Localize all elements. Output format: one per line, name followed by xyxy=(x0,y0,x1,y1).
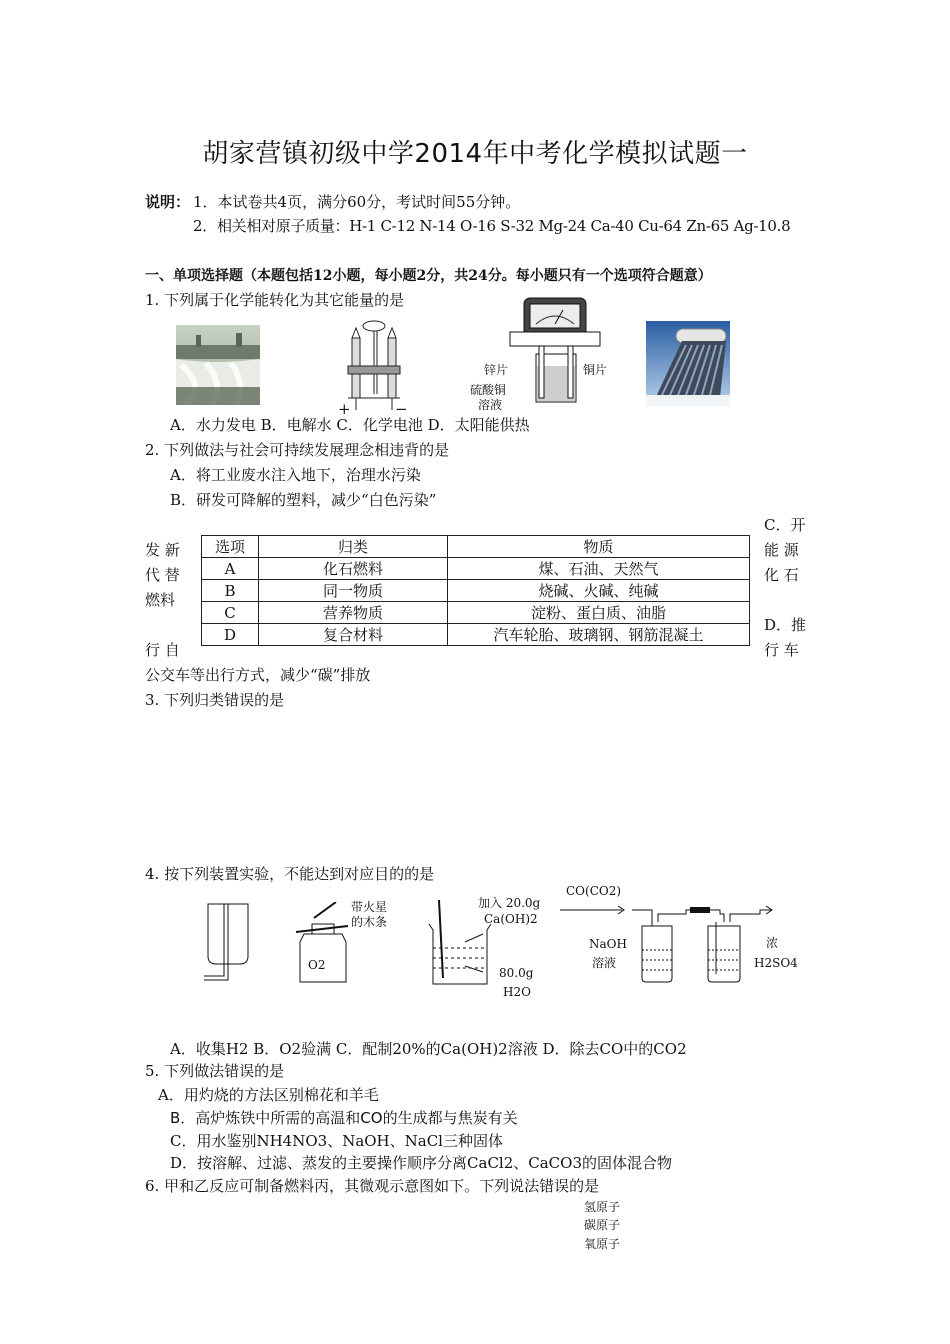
label-acid-2: H2SO4 xyxy=(754,956,798,970)
label-spark-1: 带火星 xyxy=(351,900,388,914)
q5-stem: 5. 下列做法错误的是 xyxy=(145,1062,285,1080)
solar-heater-image xyxy=(646,321,730,406)
table-cell: D xyxy=(202,624,259,646)
q2-option-c-part-3: 化 石 xyxy=(764,566,799,584)
q1-stem: 1. 下列属于化学能转化为其它能量的是 xyxy=(145,291,405,309)
q2-option-c-part-1: C．开 xyxy=(764,516,806,534)
hydro-dam-image xyxy=(176,325,260,405)
label-water-2: H2O xyxy=(503,985,531,999)
label-add-1: 加入 20.0g xyxy=(478,896,541,910)
q2-option-b: B．研发可降解的塑料，减少“白色污染” xyxy=(170,491,437,509)
section-heading: 一、单项选择题（本题包括12小题，每小题2分，共24分。每小题只有一个选项符合题意） xyxy=(145,268,712,284)
q2-option-a: A．将工业废水注入地下，治理水污染 xyxy=(170,466,421,484)
page-title: 胡家营镇初级中学2014年中考化学模拟试题一 xyxy=(202,139,748,169)
notes-line-1: 1．本试卷共4页，满分60分，考试时间55分钟。 xyxy=(193,193,521,211)
table-row xyxy=(202,558,750,580)
table-cell: 同一物质 xyxy=(259,580,448,602)
q6-stem: 6. 甲和乙反应可制备燃料丙，其微观示意图如下。下列说法错误的是 xyxy=(145,1177,600,1195)
apparatus-b-o2-bottle xyxy=(294,902,354,987)
q1-options: A．水力发电 B．电解水 C．化学电池 D．太阳能供热 xyxy=(170,416,530,434)
electrolysis-minus: − xyxy=(395,400,408,418)
table-cell: 煤、石油、天然气 xyxy=(448,558,750,580)
table-cell: 复合材料 xyxy=(259,624,448,646)
q2-left-fragment-3: 燃料 xyxy=(145,591,176,609)
label-co: CO(CO2) xyxy=(566,884,622,898)
battery-solution-label-1: 硫酸铜 xyxy=(470,383,507,397)
q5-option-d: D．按溶解、过滤、蒸发的主要操作顺序分离CaCl2、CaCO3的固体混合物 xyxy=(170,1154,673,1172)
table-row xyxy=(202,580,750,602)
q4-options: A．收集H2 B．O2验满 C．配制20%的Ca(OH)2溶液 D．除去CO中的CO2 xyxy=(170,1040,687,1058)
table-header-row xyxy=(202,536,750,558)
q2-option-d-part-1: D．推 xyxy=(764,616,807,634)
apparatus-a-collect-h2 xyxy=(200,900,260,985)
q2-last-line: 公交车等出行方式，减少“碳”排放 xyxy=(145,666,371,684)
table-cell: A xyxy=(202,558,259,580)
electrolysis-plus: + xyxy=(338,400,351,418)
legend-oxygen: 氧原子 xyxy=(584,1237,621,1251)
table-cell: 淀粉、蛋白质、油脂 xyxy=(448,602,750,624)
table-cell: 汽车轮胎、玻璃钢、钢筋混凝土 xyxy=(448,624,750,646)
table-row xyxy=(202,624,750,646)
table-cell: 化石燃料 xyxy=(259,558,448,580)
battery-solution-label-2: 溶液 xyxy=(478,398,503,412)
table-cell: 营养物质 xyxy=(259,602,448,624)
q3-table xyxy=(201,535,750,646)
legend-carbon: 碳原子 xyxy=(584,1218,621,1232)
label-spark-2: 的木条 xyxy=(351,915,388,929)
label-naoh-1: NaOH xyxy=(589,937,627,951)
table-cell: B xyxy=(202,580,259,602)
q2-stem: 2. 下列做法与社会可持续发展理念相违背的是 xyxy=(145,441,450,459)
label-acid-1: 浓 xyxy=(766,936,779,950)
chemical-battery-diagram xyxy=(508,296,608,414)
table-header-cell: 归类 xyxy=(259,536,448,558)
table-cell: C xyxy=(202,602,259,624)
notes-label: 说明： xyxy=(145,193,191,211)
table-cell: 烧碱、火碱、纯碱 xyxy=(448,580,750,602)
q2-left-fragment-1: 发 新 xyxy=(145,541,180,559)
q2-option-c-part-2: 能 源 xyxy=(764,541,799,559)
q2-left-fragment-2: 代 替 xyxy=(145,566,180,584)
label-o2: O2 xyxy=(308,958,326,972)
label-add-2: Ca(OH)2 xyxy=(484,912,538,926)
q3-stem: 3. 下列归类错误的是 xyxy=(145,691,285,709)
label-water-1: 80.0g xyxy=(499,966,534,980)
table-header-cell: 选项 xyxy=(202,536,259,558)
table-row xyxy=(202,602,750,624)
q4-stem: 4. 按下列装置实验，不能达到对应目的的是 xyxy=(145,865,435,883)
legend-hydrogen: 氢原子 xyxy=(584,1200,621,1214)
table-header-cell: 物质 xyxy=(448,536,750,558)
q5-option-b: B．高炉炼铁中所需的高温和CO的生成都与焦炭有关 xyxy=(170,1109,518,1127)
q5-option-a: A．用灼烧的方法区别棉花和羊毛 xyxy=(158,1086,379,1104)
label-naoh-2: 溶液 xyxy=(592,956,617,970)
battery-zinc-label: 锌片 xyxy=(484,363,509,377)
notes-line-2: 2．相关相对原子质量：H-1 C-12 N-14 O-16 S-32 Mg-24 Ca-40 Cu-64 Zn-65 Ag-10.8 xyxy=(193,217,791,235)
q2-option-d-part-2: 行 车 xyxy=(764,641,799,659)
q5-option-c: C．用水鉴别NH4NO3、NaOH、NaCl三种固体 xyxy=(170,1132,503,1150)
battery-copper-label: 铜片 xyxy=(583,363,608,377)
q2-left-fragment-4: 行 自 xyxy=(145,641,180,659)
